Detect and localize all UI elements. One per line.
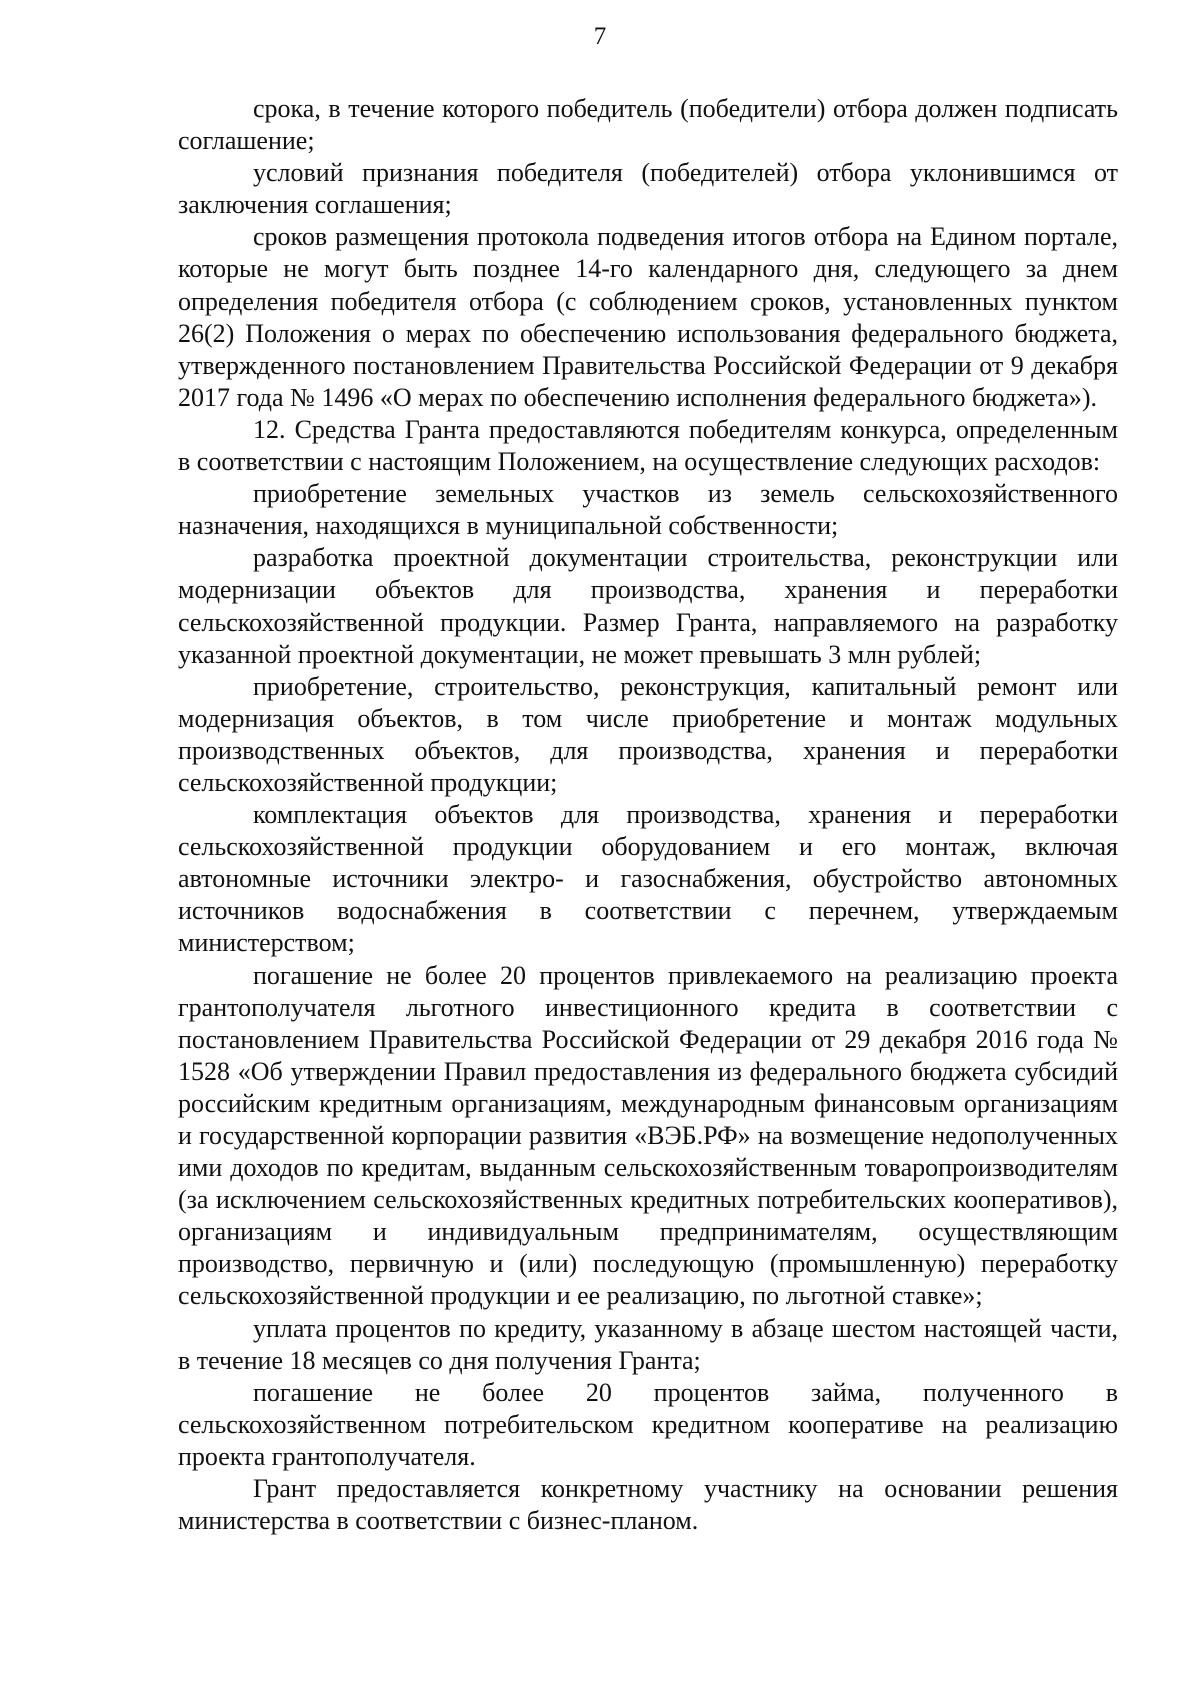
paragraph-7: приобретение, строительство, реконструкция, капитальный ремонт или модернизация объектов, в том числе приобретение и монтаж модульных производственных объектов, для производства, хранения и переработки сельскохозяйственной продукции; — [178, 671, 1118, 797]
paragraph-4: 12. Средства Гранта предоставляются победителям конкурса, определенным в соответствии с настоящим Положением, на осуществление следующих расходов: — [178, 414, 1118, 477]
paragraph-11: погашение не более 20 процентов займа, полученного в сельскохозяйственном потребительском кредитном кооперативе на реализацию проекта грантополучателя. — [178, 1377, 1118, 1471]
paragraph-3: сроков размещения протокола подведения итогов отбора на Едином портале, которые не могут быть позднее 14-го календарного дня, следующего за днем определения победителя отбора (с соблюдением сроков, установленных пунктом 26(2) Положения о мерах по обеспечению использования федерального бюджета, утвержденного постановлением Правительства Российской Федерации от 9 декабря 2017 года № 1496 «О мерах по обеспечению исполнения федерального бюджета»). — [178, 222, 1118, 412]
document-body — [178, 93, 1118, 1537]
paragraph-9: погашение не более 20 процентов привлекаемого на реализацию проекта грантополучателя льготного инвестиционного кредита в соответствии с постановлением Правительства Российской Федерации от 29 декабря 2016 года № 1528 «Об утверждении Правил предоставления из федерального бюджета субсидий российским кредитным организациям, международным финансовым организациям и государственной корпорации развития «ВЭБ.РФ» на возмещение недополученных ими доходов по кредитам, выданным сельскохозяйственным товаропроизводителям (за исключением сельскохозяйственных кредитных потребительских кооперативов), организациям и индивидуальным предпринимателям, осуществляющим производство, первичную и (или) последующую (промышленную) переработку сельскохозяйственной продукции и ее реализацию, по льготной ставке»; — [178, 960, 1118, 1311]
paragraph-6: разработка проектной документации строительства, реконструкции или модернизации объектов для производства, хранения и переработки сельскохозяйственной продукции. Размер Гранта, направляемого на разработку указанной проектной документации, не может превышать 3 млн рублей; — [178, 543, 1118, 669]
paragraph-5: приобретение земельных участков из земель сельскохозяйственного назначения, находящихся в муниципальной собственности; — [178, 479, 1118, 541]
paragraph-1: срока, в течение которого победитель (победители) отбора должен подписать соглашение; — [178, 94, 1118, 156]
page-number: 7 — [593, 23, 607, 50]
paragraph-2: условий признания победителя (победителей) отбора уклонившимся от заключения соглашения; — [178, 158, 1118, 220]
paragraph-12: Грант предоставляется конкретному участнику на основании решения министерства в соответствии с бизнес-планом. — [178, 1474, 1118, 1536]
paragraph-10: уплата процентов по кредиту, указанному в абзаце шестом настоящей части, в течение 18 месяцев со дня получения Гранта; — [178, 1313, 1118, 1375]
paragraph-8: комплектация объектов для производства, хранения и переработки сельскохозяйственной продукции оборудованием и его монтаж, включая автономные источники электро- и газоснабжения, обустройство автономных источников водоснабжения в соответствии с перечнем, утверждаемым министерством; — [178, 800, 1118, 958]
